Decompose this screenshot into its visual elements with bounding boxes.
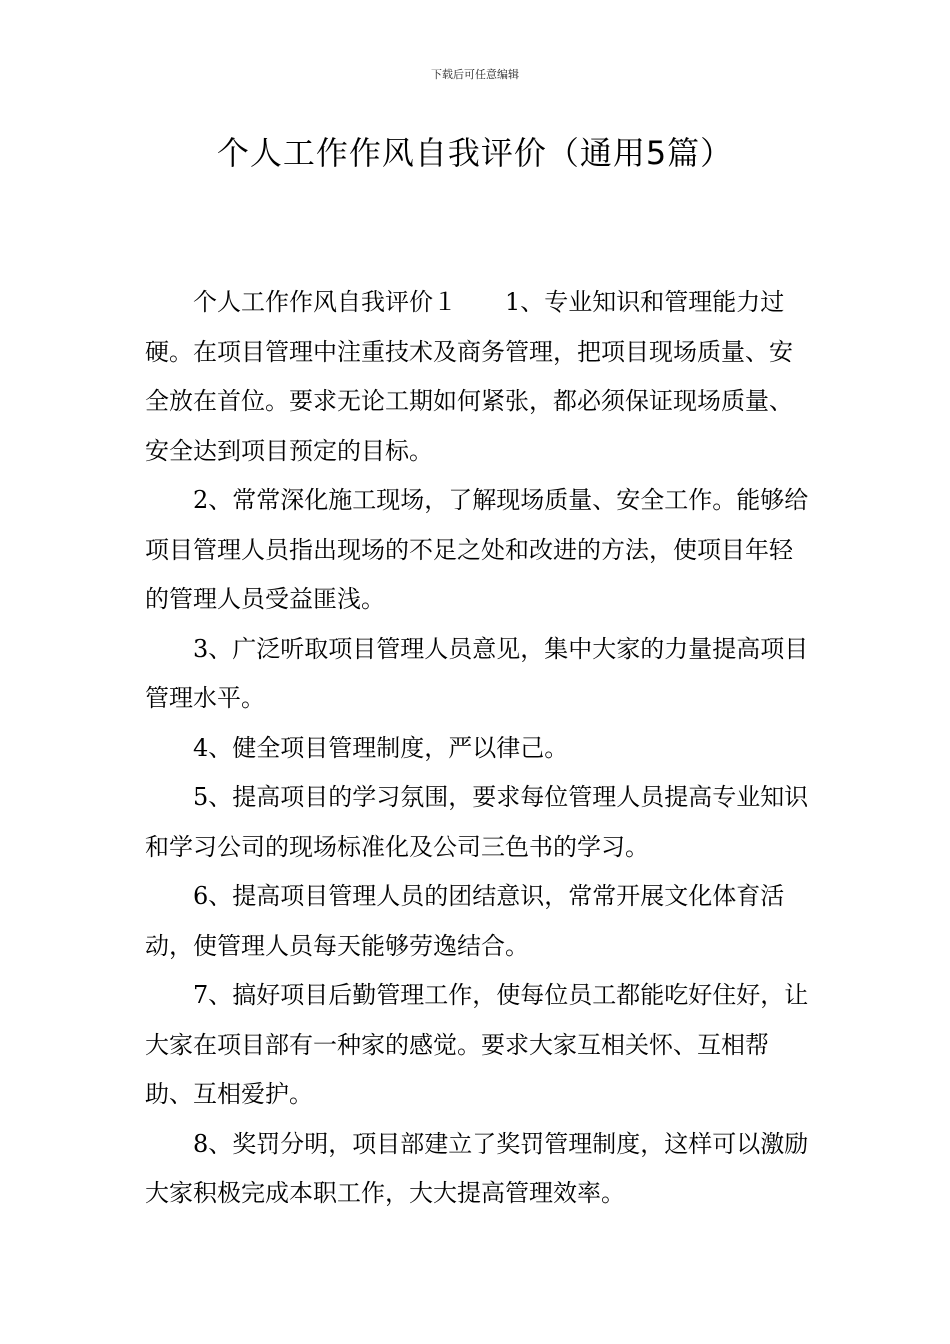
paragraph-4: 4、健全项目管理制度，严以律己。 [193,733,569,762]
paragraph-8: 8、奖罚分明，项目部建立了奖罚管理制度，这样可以激励大家积极完成本职工作，大大提高管理效率。 [145,1129,809,1207]
header-note: 下载后可任意编辑 [431,68,519,81]
paragraph-1: 个人工作作风自我评价１ 1、专业知识和管理能力过硬。在项目管理中注重技术及商务管理，把项目现场质量、安全放在首位。要求无论工期如何紧张，都必须保证现场质量、安全达到项目预定的目标。 [145,288,793,465]
paragraph-6: 6、提高项目管理人员的团结意识，常常开展文化体育活动，使管理人员每天能够劳逸结合。 [145,882,785,960]
paragraph-3: 3、广泛听取项目管理人员意见，集中大家的力量提高项目管理水平。 [145,634,809,712]
paragraph-5: 5、提高项目的学习氛围，要求每位管理人员提高专业知识和学习公司的现场标准化及公司三色书的学习。 [145,783,809,861]
paragraph-2: 2、常常深化施工现场，了解现场质量、安全工作。能够给项目管理人员指出现场的不足之处和改进的方法，使项目年轻的管理人员受益匪浅。 [145,486,809,613]
document-title: 个人工作作风自我评价（通用5篇） [216,134,734,172]
document-body [145,278,815,1219]
paragraph-7: 7、搞好项目后勤管理工作，使每位员工都能吃好住好，让大家在项目部有一种家的感觉。要求大家互相关怀、互相帮助、互相爱护。 [145,981,809,1108]
